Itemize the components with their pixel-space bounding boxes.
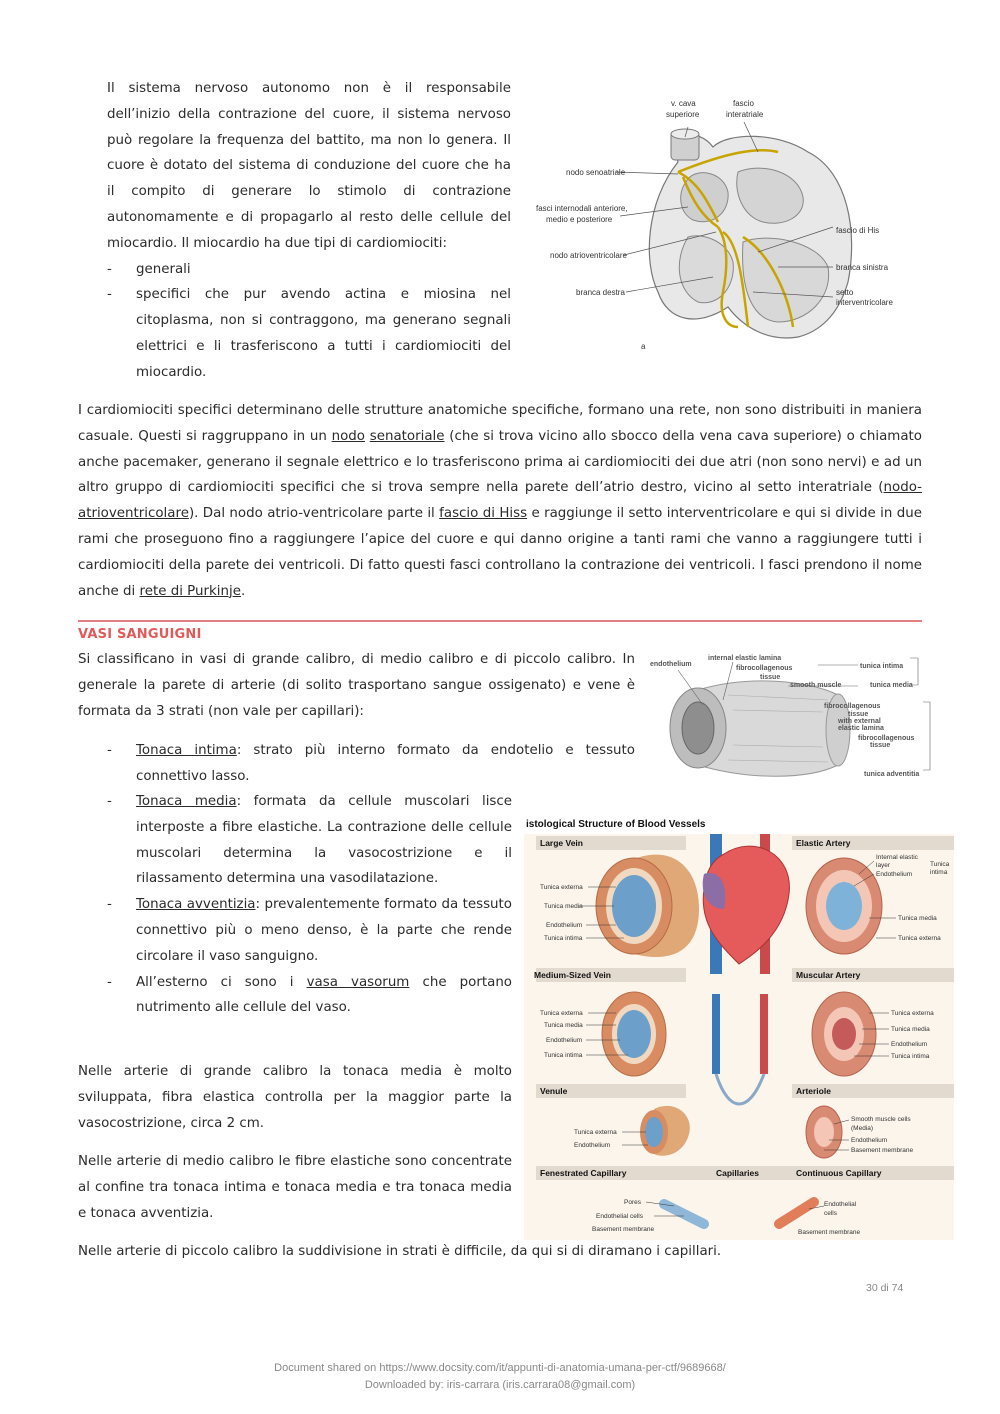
label-fascio: fascio <box>733 99 754 108</box>
large-artery-paragraph: Nelle arterie di grande calibro la tonaca media è molto sviluppata, fibra elastica controlla per la maggior parte la vasocostrizione, circa 2 cm. <box>78 1064 512 1131</box>
label-tunica-intima: tunica intima <box>860 663 904 670</box>
label-tunica-externa-mv: Tunica externa <box>540 1010 583 1017</box>
label-media: (Media) <box>851 1125 874 1132</box>
label-fibrocollagenous-2: fibrocollagenous <box>824 703 881 710</box>
label-tunica-intima-lv: Tunica intima <box>544 935 583 942</box>
label-intima: intima <box>930 869 948 876</box>
header-capillaries: Capillaries <box>716 1168 759 1178</box>
label-internal-elastic: Internal elastic <box>876 854 918 861</box>
label-medio-posteriore: medio e posteriore <box>546 215 613 224</box>
label-nodo-senoatriale: nodo senoatriale <box>566 168 626 177</box>
label-tunica-intima-ma: Tunica intima <box>891 1053 930 1060</box>
page-number: 30 di 74 <box>866 1282 904 1294</box>
label-superiore: superiore <box>666 110 700 119</box>
label-branca-destra: branca destra <box>576 288 625 297</box>
tunica-list-a <box>107 738 635 790</box>
label-fascio-his: fascio di His <box>836 226 880 235</box>
elastic-artery-icon <box>806 858 882 954</box>
tunica-list-b <box>107 789 512 1021</box>
heart-outline-icon <box>649 135 851 338</box>
label-tissue: tissue <box>760 674 781 681</box>
section-title: VASI SANGUIGNI <box>78 627 202 642</box>
label-endothelial: Endothelial <box>824 1201 857 1208</box>
label-tunica-externa-venule: Tunica externa <box>574 1129 617 1136</box>
label-fibrocollagenous-3: fibrocollagenous <box>858 735 915 742</box>
label-tunica-externa-lv: Tunica externa <box>540 884 583 891</box>
label-nodo-atrioventricolare: nodo atrioventricolare <box>550 251 627 260</box>
header-medium-vein: Medium-Sized Vein <box>534 970 611 980</box>
small-artery-paragraph: Nelle arterie di piccolo calibro la suddivisione in strati è difficile, da qui si di diramano i capillari. <box>78 1244 722 1259</box>
label-interatriale: interatriale <box>726 110 764 119</box>
list-item: - generali <box>107 257 511 283</box>
label-endothelium-arteriole: Endothelium <box>851 1137 888 1144</box>
header-large-vein: Large Vein <box>540 838 583 848</box>
list-item: - Tonaca intima: strato più interno formato da endotelio e tessuto connettivo lasso. <box>107 738 635 790</box>
intro-paragraph: Il sistema nervoso autonomo non è il responsabile dell’inizio della contrazione del cuore, il sistema nervoso può regolare la frequenza del battito, ma non lo genera. Il cuore è dotato del sistema di conduzione del cuore che ha il compito di generare lo stimolo di contrazione autonomamente e di propagarlo al resto delle cellule del miocardio. Il miocardio ha due tipi di cardiomiociti: <box>107 81 511 251</box>
label-tunica-intima-mv: Tunica intima <box>544 1052 583 1059</box>
label-basement-arteriole: Basement membrane <box>851 1147 914 1154</box>
label-endothelium-ea: Endothelium <box>876 871 913 878</box>
label-endothelium-venule: Endothelium <box>574 1142 611 1149</box>
label-elastic-lamina: elastic lamina <box>838 725 884 732</box>
label-tunica-adventitia: tunica adventitia <box>864 771 920 778</box>
header-venule: Venule <box>540 1086 568 1096</box>
label-cells: cells <box>824 1210 838 1217</box>
label-endothelial-cells: Endothelial cells <box>596 1213 643 1220</box>
vessel-wall-figure <box>648 650 938 785</box>
heart-conduction-figure <box>528 92 924 364</box>
list-item: - Tonaca media: formata da cellule muscolari lisce interposte a fibre elastiche. La contrazione delle cellule muscolari determina la vasocostrizione e il rilassamento determina una vasodilatazione. <box>107 789 512 892</box>
list-item: - All’esterno ci sono i vasa vasorum che portano nutrimento alle cellule del vaso. <box>107 970 512 1022</box>
label-fibrocollagenous: fibrocollagenous <box>736 665 793 672</box>
label-tissue-2: tissue <box>848 711 869 718</box>
label-setto: setto <box>836 288 854 297</box>
label-smooth-muscle: smooth muscle <box>790 682 842 689</box>
label-tissue-3: tissue <box>870 742 891 749</box>
label-tunica-media-lv: Tunica media <box>544 903 583 910</box>
label-endothelium-mv: Endothelium <box>546 1037 583 1044</box>
header-arteriole: Arteriole <box>796 1086 831 1096</box>
muscular-artery-icon <box>812 992 876 1076</box>
footer-shared-link[interactable]: Document shared on https://www.docsity.com/it/appunti-di-anatomia-umana-per-ctf/9689668/ <box>274 1362 726 1374</box>
label-branca-sinistra: branca sinistra <box>836 263 889 272</box>
label-endothelium-lv: Endothelium <box>546 922 583 929</box>
cardiomyocyte-list <box>107 257 511 386</box>
label-smooth-muscle-cells: Smooth muscle cells <box>851 1116 911 1123</box>
label-fasci-internodali: fasci internodali anteriore, <box>536 204 628 213</box>
conduction-paragraph: I cardiomiociti specifici determinano delle strutture anatomiche specifiche, formano una rete, non sono distribuiti in maniera casuale. Questi si raggruppano in un nodo senatoriale (che si trova vicino allo sbocco della vena cava superiore) o chiamato anche pacemaker, generano il segnale elettrico e lo trasferiscono prima ai cardiomiociti dei due atri (non sono nervi) e ad un altro gruppo di cardiomiociti specifici che si trova sempre nella parete dell’atrio destro, vicino al setto interatriale (nodo-atrioventricolare). Dal nodo atrio-ventricolare parte il fascio di Hiss e raggiunge il setto interventricolare e qui si divide in due rami che proseguono fino a raggiungere l’apice del cuore e qui danno origine a tanti rami che vanno a raggiungere tutti i cardiomiociti della parete dei ventricoli. Di fatto questi fasci controllano la contrazione dei ventricoli. I fasci prendono il nome anche di rete di Purkinje. <box>78 403 923 599</box>
label-internal-elastic-lamina: internal elastic lamina <box>708 655 782 662</box>
medium-vein-icon <box>602 992 666 1076</box>
header-elastic-artery: Elastic Artery <box>796 838 851 848</box>
figure-letter: a <box>641 342 646 351</box>
label-tunica-externa-ma: Tunica externa <box>891 1010 934 1017</box>
list-item: - Tonaca avventizia: prevalentemente formato da tessuto connettivo più o meno denso, è la parte che rende circolare il vaso sanguigno. <box>107 892 512 969</box>
footer-downloaded-by: Downloaded by: iris-carrara (iris.carrara08@gmail.com) <box>364 1379 636 1391</box>
histology-figure <box>524 814 954 1240</box>
medium-artery-paragraph: Nelle arterie di medio calibro le fibre elastiche sono concentrate al confine tra tonaca intima e tonaca media e tra tonaca media e tonaca avventizia. <box>78 1154 512 1221</box>
label-pores: Pores <box>624 1199 641 1206</box>
label-layer: layer <box>876 862 891 869</box>
label-tunica-externa-ea: Tunica externa <box>898 935 941 942</box>
label-tunica: Tunica <box>930 861 950 868</box>
header-muscular-artery: Muscular Artery <box>796 970 861 980</box>
label-basement-continuous: Basement membrane <box>798 1229 861 1236</box>
list-item: - specifici che pur avendo actina e miosina nel citoplasma, non si contraggono, ma generano segnali elettrici e li trasferiscono a tutti i cardiomiociti del miocardio. <box>107 282 511 385</box>
label-with-external: with external <box>838 718 881 725</box>
label-endothelium: endothelium <box>650 661 692 668</box>
header-fenestrated-capillary: Fenestrated Capillary <box>540 1168 627 1178</box>
label-tunica-media-ma: Tunica media <box>891 1026 930 1033</box>
vessels-intro: Si classificano in vasi di grande calibro, di medio calibro e di piccolo calibro. In generale la parete di arterie (di solito trasportano sangue ossigenato) e vene è formata da 3 strati (non vale per capillari): <box>78 652 635 719</box>
label-tunica-media-mv: Tunica media <box>544 1022 583 1029</box>
intro-block <box>107 76 511 386</box>
label-interventricolare: interventricolare <box>836 298 893 307</box>
label-basement-fenestrated: Basement membrane <box>592 1226 655 1233</box>
label-endothelium-ma: Endothelium <box>891 1041 928 1048</box>
header-continuous-capillary: Continuous Capillary <box>796 1168 882 1178</box>
section-divider <box>78 620 922 622</box>
histology-title: istological Structure of Blood Vessels <box>526 819 706 830</box>
label-tunica-media: tunica media <box>870 682 913 689</box>
label-vcava: v. cava <box>671 99 696 108</box>
label-tunica-media-ea: Tunica media <box>898 915 937 922</box>
